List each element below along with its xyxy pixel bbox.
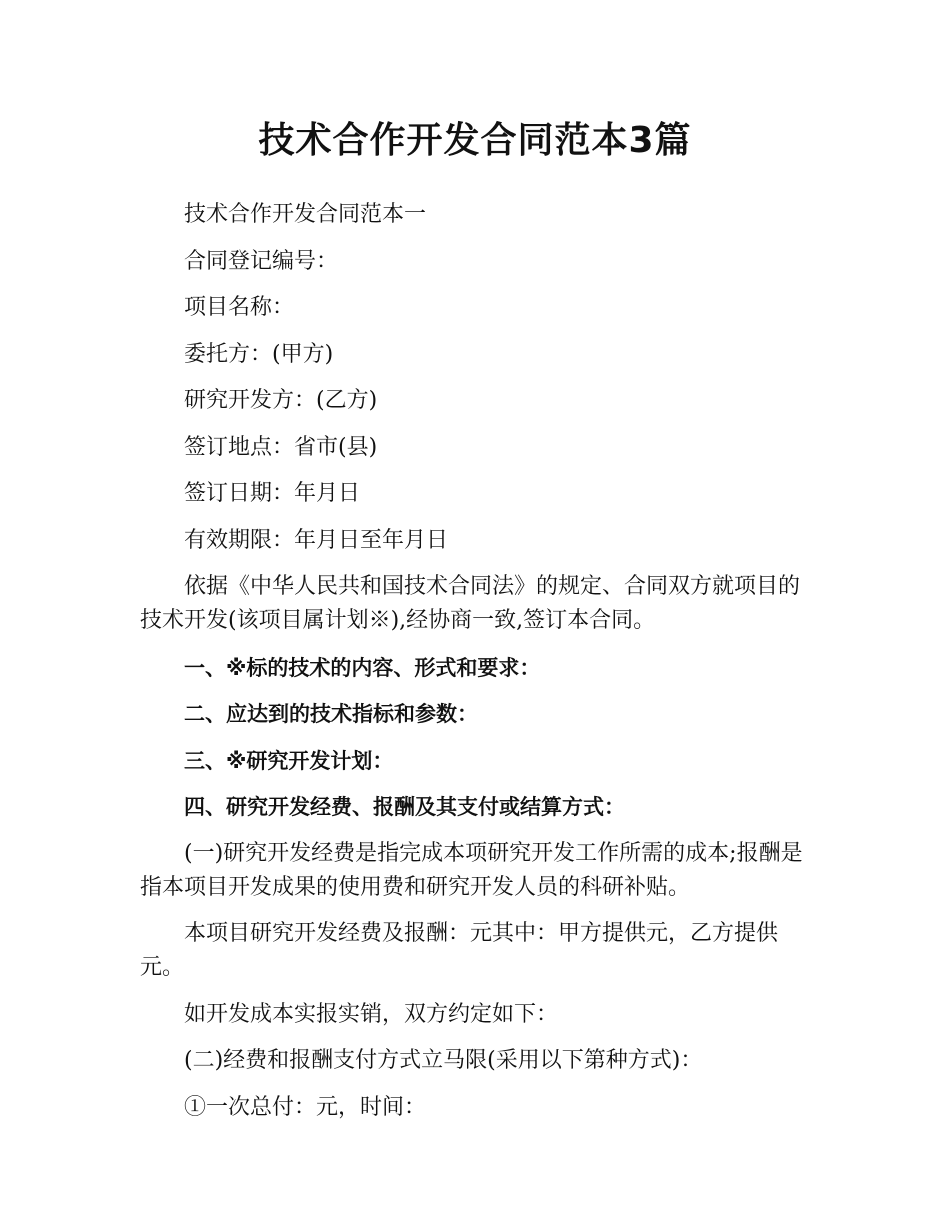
paragraph: 研究开发方：(乙方) xyxy=(184,388,378,413)
paragraph: (一)研究开发经费是指完成本项研究开发工作所需的成本;报酬是指本项目开发成果的使用费和研究开发人员的科研补贴。 xyxy=(140,840,803,900)
section-heading: 一、※标的技术的内容、形式和要求： xyxy=(184,655,541,680)
paragraph: (二)经费和报酬支付方式立马限(采用以下第种方式)： xyxy=(184,1048,703,1073)
section-heading: 四、研究开发经费、报酬及其支付或结算方式： xyxy=(184,795,625,819)
paragraph: 项目名称： xyxy=(184,295,295,320)
paragraph: ①一次总付：元，时间： xyxy=(184,1094,427,1120)
paragraph: 本项目研究开发经费及报酬：元其中：甲方提供元，乙方提供元。 xyxy=(140,921,779,980)
paragraph: 合同登记编号： xyxy=(184,248,339,274)
paragraph: 有效期限：年月日至年月日 xyxy=(184,527,449,553)
document-title: 技术合作开发合同范本3篇 xyxy=(258,120,692,161)
paragraph: 依据《中华人民共和国技术合同法》的规定、合同双方就项目的技术开发(该项目属计划※),经协商一致,签订本合同。 xyxy=(140,574,801,633)
document-body xyxy=(140,198,820,1137)
section-heading: 三、※研究开发计划： xyxy=(184,748,394,773)
paragraph: 如开发成本实报实销，双方约定如下： xyxy=(184,1001,559,1027)
section-heading: 二、应达到的技术指标和参数： xyxy=(184,702,478,726)
paragraph: 签订日期：年月日 xyxy=(184,481,361,506)
paragraph: 委托方：(甲方) xyxy=(184,341,334,367)
paragraph: 技术合作开发合同范本一 xyxy=(184,202,427,227)
paragraph: 签订地点：省市(县) xyxy=(184,434,378,460)
